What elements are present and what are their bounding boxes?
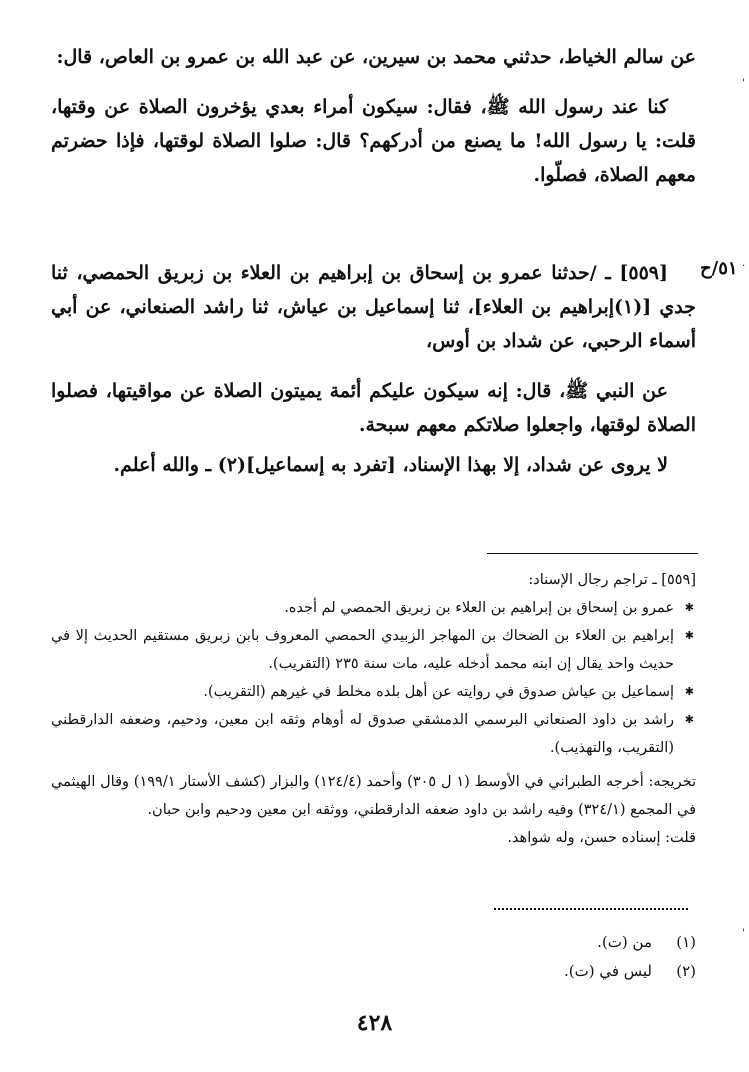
textual-notes [396,928,696,986]
note-item [396,957,696,986]
note-item [396,928,696,957]
main-text [51,40,696,192]
footnote-bullet: ✱ إسماعيل بن عياش صدوق في روايته عن أهل بلده مخلط في غيرهم (التقريب). [51,678,696,706]
note-text: من (ت). [597,933,652,951]
paragraph-hadith-matn: كنا عند رسول الله ﷺ، فقال: سيكون أمراء بعدي يؤخرون الصلاة عن وقتها، قلت: يا رسول الله! ما يصنع من أدركهم؟ قال: صلوا الصلاة لوقتها، فإذا حضرتم معهم الصلاة، فصلّوا. [51,96,696,186]
paragraph-hadith-559-isnad: [٥٥٩] ـ /حدثنا عمرو بن إسحاق بن إبراهيم بن العلاء بن زبريق الحمصي، ثنا جدي [(١)إبراهيم بن العلاء]، ثنا إسماعيل بن عياش، ثنا راشد الصنعاني، عن أبي أسماء الرحبي، عن شداد بن أوس، [51,262,697,352]
notes-separator [494,908,688,910]
footnote-separator [487,553,698,554]
scan-edge-mark: ' [742,78,745,89]
footnote-bullet: ✱ راشد بن داود الصنعاني البرسمي الدمشقي صدوق له أوهام وثقه ابن معين، ودحيم، وضعفه الدارقطني (التقريب، والتهذيب). [51,706,696,762]
note-number: (١) [676,933,696,951]
paragraph-hadith-559-remark: لا يروى عن شداد، إلا بهذا الإسناد، [تفرد به إسماعيل](٢) ـ والله أعلم. [113,454,668,476]
margin-folio-marker: ٥١/ح [700,258,738,279]
paragraph-isnad-continuation: عن سالم الخياط، حدثني محمد بن سيرين، عن عبد الله بن عمرو بن العاص، قال: [56,46,696,68]
note-text: ليس في (ت). [563,962,652,980]
paragraph-hadith-559-matn: عن النبي ﷺ، قال: إنه سيكون عليكم أئمة يميتون الصلاة عن مواقيتها، فصلوا الصلاة لوقتها، واجعلوا صلاتكم معهم سبحة. [51,380,696,436]
hadith-559 [51,256,696,482]
scan-edge-mark: . [742,258,746,269]
note-number: (٢) [676,962,696,980]
footnotes-section [51,566,696,852]
footnote-takhrij: تخريجه: أخرجه الطبراني في الأوسط (١ ل ٣٠٥) وأحمد (١٢٤/٤) والبزار (كشف الأستار ١٩٩/١) وقال الهيثمي في المجمع (٣٢٤/١) وفيه راشد بن داود ضعفه الدارقطني، ووثقه ابن معين ودحيم وابن حبان. [51,774,696,818]
footnote-qultu: قلت: إسناده حسن، وله شواهد. [507,830,696,846]
footnote-heading: [٥٥٩] ـ تراجم رجال الإسناد: [528,572,696,588]
footnote-bullet: ✱ عمرو بن إسحاق بن إبراهيم بن العلاء بن زبريق الحمصي لم أجده. [51,594,696,622]
page-number: ٤٢٨ [356,1010,393,1036]
scan-edge-mark: ' [742,928,745,939]
footnote-bullet: ✱ إبراهيم بن العلاء بن الضحاك بن المهاجر الزبيدي الحمصي المعروف بابن زبريق مستقيم الحديث إلا في حديث واحد يقال إن ابنه محمد أدخله عليه، مات سنة ٢٣٥ (التقريب). [51,622,696,678]
